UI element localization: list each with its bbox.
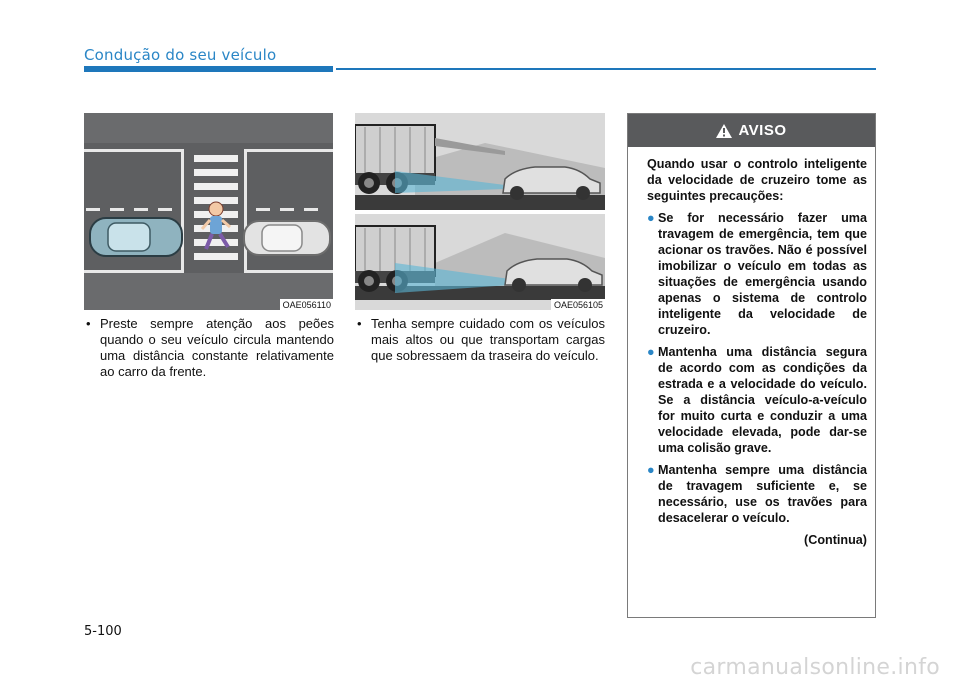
bullet-pedestrians [86, 316, 334, 380]
bullet-mark: • [357, 316, 362, 331]
bullet-dot-icon: ● [647, 463, 655, 477]
header-bar [84, 66, 333, 72]
warning-triangle-icon [716, 124, 732, 138]
warning-item: ● Mantenha sempre uma distância de travagem suficiente e, se necessário, use os travões para desacelerar o veículo. [647, 463, 867, 525]
bullet-dot-icon: ● [647, 211, 655, 225]
header-rule [336, 68, 876, 70]
bullet-text: Preste sempre atenção aos peões quando o seu veículo circula mantendo uma distância constante relativamente ao carro da frente. [100, 316, 334, 379]
warning-box [627, 113, 876, 618]
bullet-dot-icon: ● [647, 345, 655, 359]
figure-crosswalk [84, 113, 333, 310]
warning-intro: Quando usar o controlo inteligente da velocidade de cruzeiro tome as seguintes precauções: [647, 157, 867, 203]
bullet-text: Tenha sempre cuidado com os veículos mais altos ou que transportam cargas que sobressaem da traseira do veículo. [371, 316, 605, 363]
warning-body [628, 147, 875, 548]
bullet-tall-vehicles [357, 316, 605, 364]
page-number: 5-100 [84, 624, 122, 639]
watermark: carmanualsonline.info [690, 655, 940, 680]
figure-trucks [355, 113, 605, 310]
figure-code: OAE056110 [280, 299, 333, 310]
truck-illustration [355, 113, 605, 310]
bullet-mark: • [86, 316, 91, 331]
warning-item: ● Mantenha uma distância segura de acordo com as condições da estrada e a velocidade do veículo. Se a distância veículo-a-veículo for muito curta e conduzir a uma velocidade elevada, pode dar-se uma colisão grave. [647, 345, 867, 455]
crosswalk-illustration [84, 113, 333, 310]
warning-continued: (Continua) [804, 533, 867, 547]
warning-title: AVISO [738, 122, 787, 139]
section-title: Condução do seu veículo [84, 46, 277, 64]
warning-item: ● Se for necessário fazer uma travagem de emergência, tem que acionar os travões. Não é possível imobilizar o veículo em todas as situações de emergência usando apenas o sistema de controlo inteligente da velocidade de cruzeiro. [647, 211, 867, 337]
warning-header [628, 114, 875, 147]
figure-code: OAE056105 [551, 299, 605, 310]
